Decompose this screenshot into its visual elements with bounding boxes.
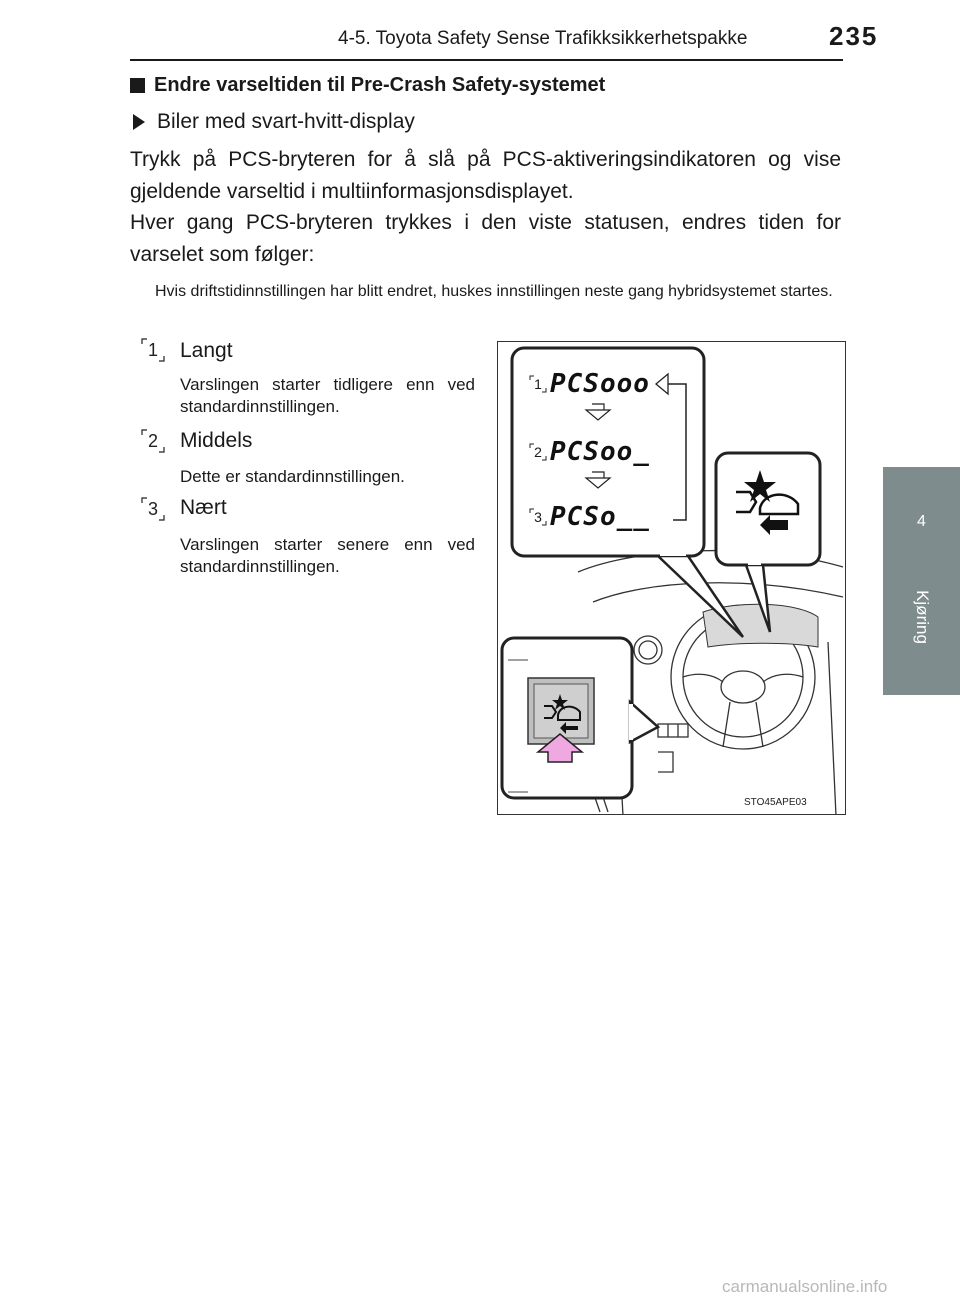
figure-code: STO45APE03	[744, 797, 807, 808]
item-3-description: Varslingen starter senere enn ved standardinnstillingen.	[180, 535, 475, 576]
triangle-bullet-icon	[133, 114, 145, 130]
section-heading-text: Endre varseltiden til Pre-Crash Safety-systemet	[154, 74, 606, 96]
item-3-number: 3	[141, 497, 165, 521]
page-number: 235	[829, 21, 879, 51]
display-1-number-box	[529, 375, 547, 393]
chapter-tab[interactable]	[883, 467, 960, 695]
header-title: 4-5. Toyota Safety Sense Trafikksikkerhetspakke	[338, 28, 748, 49]
header-rule	[130, 59, 843, 61]
item-2-number: 2	[141, 429, 165, 453]
item-1-number: 1	[141, 338, 165, 362]
item-1-label: Langt	[180, 339, 233, 362]
sub-heading	[133, 110, 415, 134]
item-2-description: Dette er standardinnstillingen.	[180, 467, 405, 486]
section-heading	[130, 74, 605, 97]
pcs-illustration	[497, 341, 846, 815]
watermark: carmanualsonline.info	[722, 1277, 888, 1296]
item-1-description: Varslingen starter tidligere enn ved standardinnstillingen.	[180, 375, 475, 416]
item-2-label: Middels	[180, 429, 253, 452]
item-3-label: Nært	[180, 496, 227, 519]
square-bullet-icon	[130, 78, 145, 93]
display-1-text: PCSooo	[550, 369, 650, 399]
display-1-number: 1	[534, 376, 542, 392]
display-2-text: PCSoo_	[550, 437, 650, 467]
paragraph-1: Trykk på PCS-bryteren for å slå på PCS-aktiveringsindikatoren og vise gjeldende varseltid i multiinformasjonsdisplayet.	[130, 148, 841, 203]
paragraph-2: Hver gang PCS-bryteren trykkes i den viste statusen, endres tiden for varselet som følger:	[130, 211, 841, 266]
display-2-number: 2	[534, 444, 542, 460]
chapter-tab-number: 4	[917, 513, 926, 530]
display-3-number: 3	[534, 509, 542, 525]
chapter-tab-label: Kjøring	[912, 590, 932, 644]
display-3-text: PCSo__	[550, 502, 650, 532]
sub-heading-text: Biler med svart-hvitt-display	[157, 110, 415, 133]
display-3-number-box	[529, 508, 547, 526]
dashboard-scene	[498, 342, 846, 815]
note-text: Hvis driftstidinnstillingen har blitt endret, huskes innstillingen neste gang hybridsystemet startes.	[155, 283, 833, 300]
display-2-number-box	[529, 443, 547, 461]
